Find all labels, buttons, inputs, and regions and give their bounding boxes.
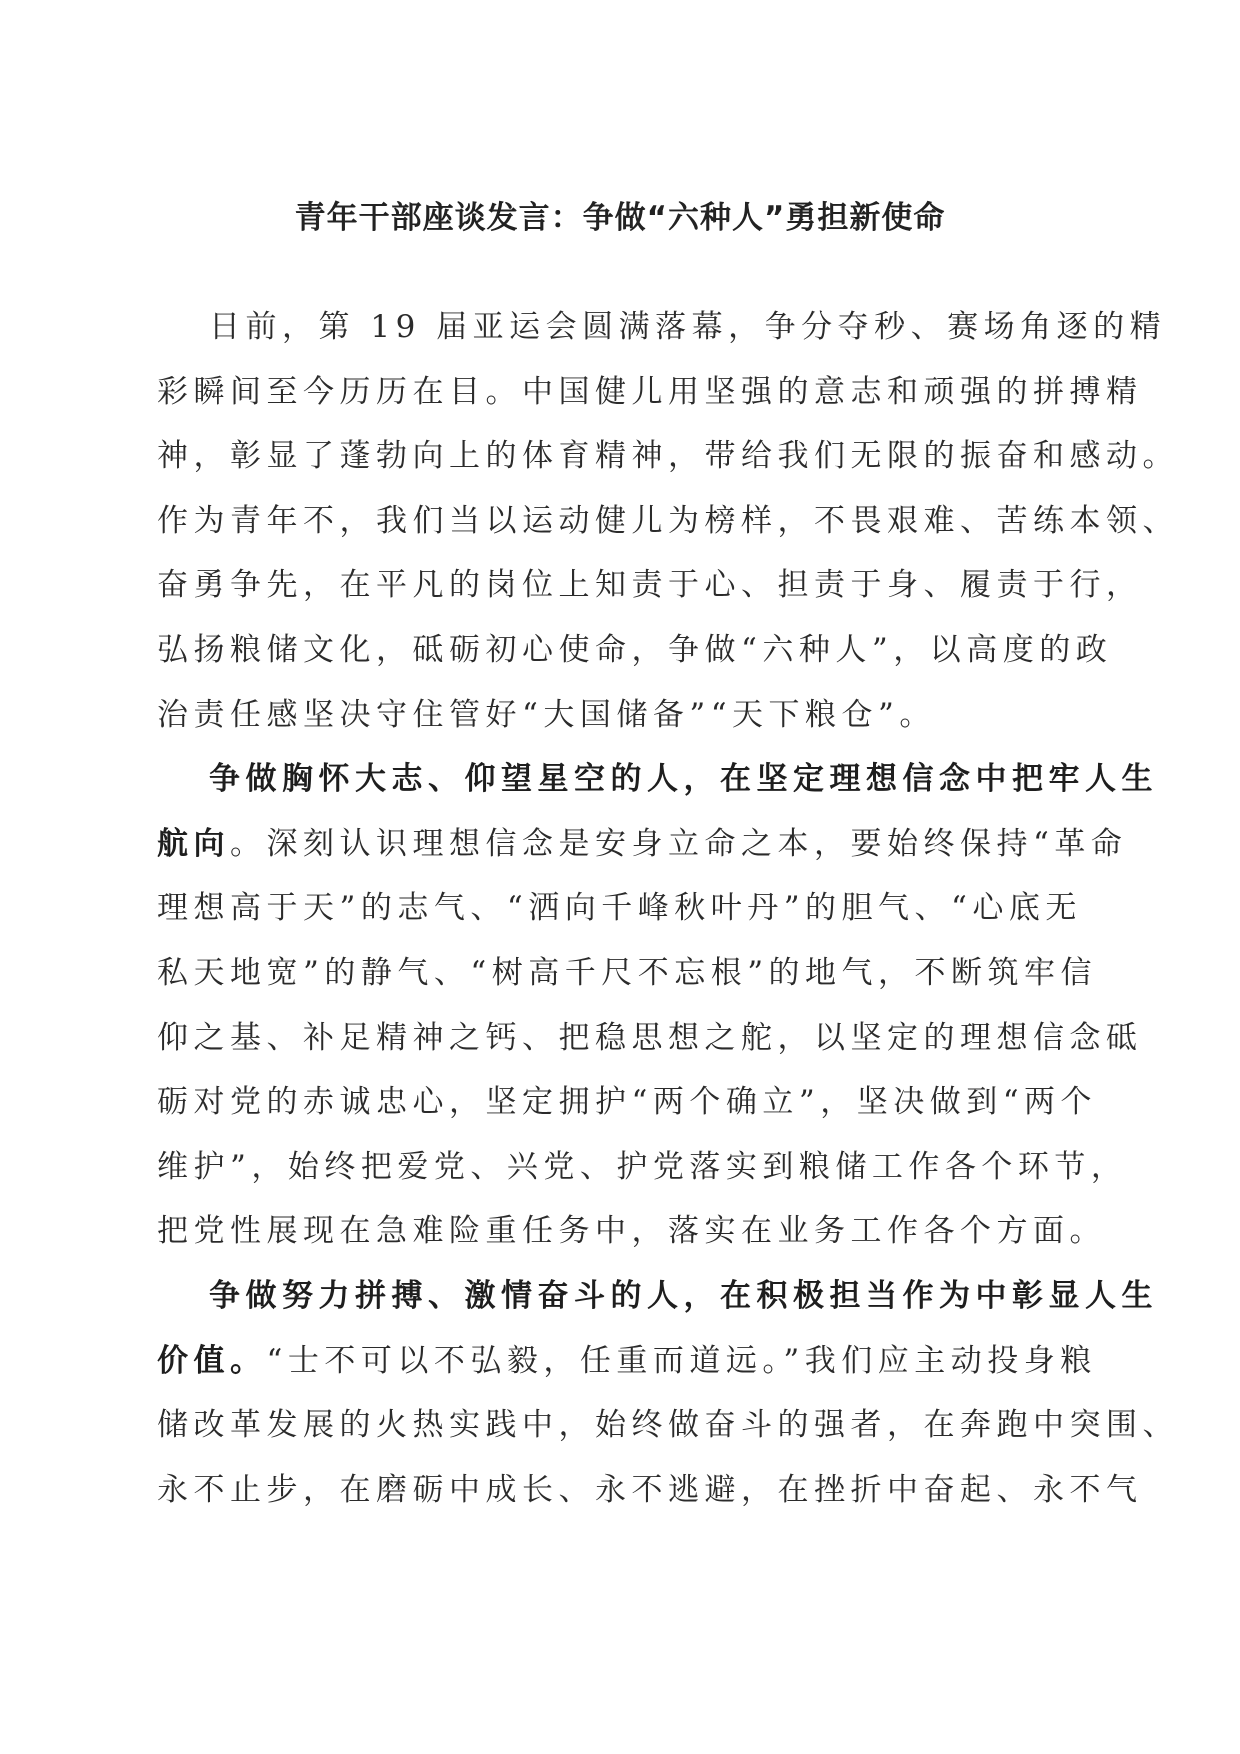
paragraph-2-heading: 争做胸怀大志、仰望星空的人，在坚定理想信念中把牢人生 [209,761,1158,798]
paragraph-1-line-1: 日前，第 19 届亚运会圆满落幕，争分夺秒、赛场角逐的精 [209,309,1167,345]
paragraph-3-line-4: 永不止步，在磨砺中成长、永不逃避，在挫折中奋起、永不气 [157,1471,1143,1508]
paragraph-2-line-5: 仰之基、补足精神之钙、把稳思想之舵，以坚定的理想信念砥 [157,1019,1143,1056]
paragraph-2-line-2 [157,812,1128,877]
paragraph-1-line-7: 治责任感坚决守住管好“大国储备”“天下粮仓”。 [157,696,936,733]
paragraph-1-line-3: 神，彰显了蓬勃向上的体育精神，带给我们无限的振奋和感动。 [157,438,1179,475]
document-title: 青年干部座谈发言：争做“六种人”勇担新使命 [294,200,946,236]
paragraph-2-line-7: 维护”，始终把爱党、兴党、护党落实到粮储工作各个环节， [157,1148,1128,1185]
paragraph-3-line-2 [157,1329,1097,1394]
paragraph-1-line-4: 作为青年不，我们当以运动健儿为榜样，不畏艰难、苦练本领、 [157,502,1179,539]
paragraph-2-line-6: 砺对党的赤诚忠心，坚定拥护“两个确立”，坚决做到“两个 [157,1084,1098,1121]
paragraph-2-line-8: 把党性展现在急难险重任务中，落实在业务工作各个方面。 [157,1213,1106,1250]
document-body [157,295,1179,1522]
paragraph-1-line-6: 弘扬粮储文化，砥砺初心使命，争做“六种人”，以高度的政 [157,631,1113,668]
paragraph-1-line-2: 彩瞬间至今历历在目。中国健儿用坚强的意志和顽强的拼搏精 [157,373,1143,410]
paragraph-2-line-3: 理想高于天”的志气、“洒向千峰秋叶丹”的胆气、“心底无 [157,890,1082,927]
paragraph-3-heading: 争做努力拼搏、激情奋斗的人，在积极担当作为中彰显人生 [209,1277,1158,1314]
paragraph-1-line-5: 奋勇争先，在平凡的岗位上知责于心、担责于身、履责于行， [157,567,1143,604]
paragraph-2-line-2-rest: 。深刻认识理想信念是安身立命之本，要始终保持“革命 [230,825,1128,862]
paragraph-3-heading-tail: 价值。 [157,1342,267,1379]
paragraph-2-line-4: 私天地宽”的静气、“树高千尺不忘根”的地气，不断筑牢信 [157,954,1098,991]
paragraph-3-line-3: 储改革发展的火热实践中，始终做奋斗的强者，在奔跑中突围、 [157,1407,1179,1444]
paragraph-2-heading-tail: 航向 [157,825,230,862]
paragraph-3-line-2-rest: “士不可以不弘毅，任重而道远。”我们应主动投身粮 [266,1342,1097,1379]
